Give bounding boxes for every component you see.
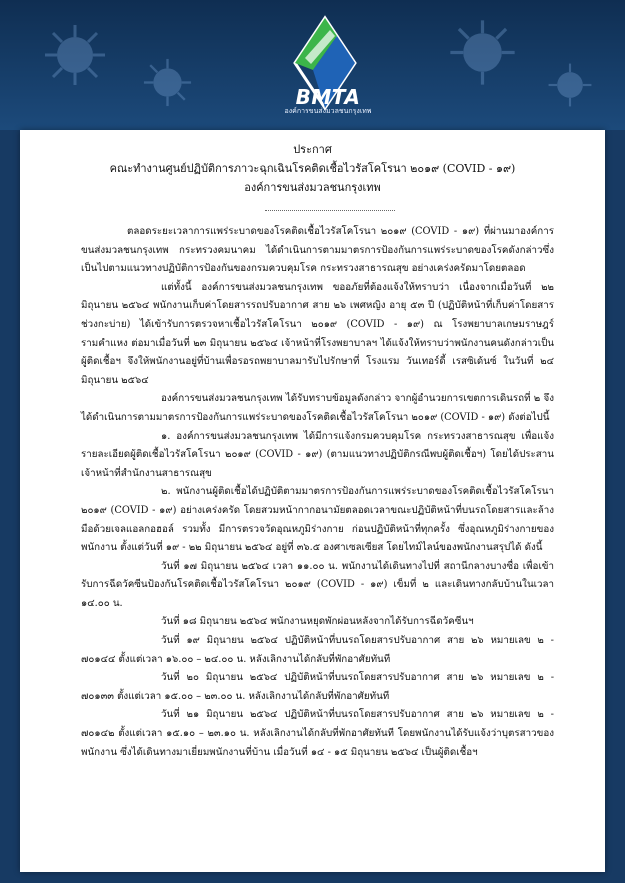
divider — [265, 210, 395, 211]
paragraph: ๒. พนักงานผู้ติดเชื้อได้ปฏิบัติตามมาตรการป้องกันการแพร่ระบาดของโรคติดเชื้อไวรัสโคโรนา ๒๐๑๙ (COVID - ๑๙) อย่างเคร่งครัด โดยสวมหน้ากากอนามัยตลอดเวลาขณะปฏิบัติหน้าที่บนรถโดยสารและล้างมือด้วยเจลแอลกอฮอล์ รวมทั้ง มีการตรวจวัดอุณหภูมิร่างกาย ก่อนปฏิบัติหน้าที่ทุกครั้ง ซึ่งอุณหภูมิร่างกายของพนักงาน ตั้งแต่วันที่ ๑๙ - ๒๒ มิถุนายน ๒๕๖๔ อยู่ที่ ๓๖.๕ องศาเซลเซียส โดยไทม์ไลน์ของพนักงานสรุปได้ ดังนี้ — [81, 486, 554, 554]
virus-decoration-icon — [445, 15, 520, 90]
timeline-item: วันที่ ๒๐ มิถุนายน ๒๕๖๔ ปฏิบัติหน้าที่บนรถโดยสารปรับอากาศ สาย ๒๖ หมายเลข ๒ - ๗๐๑๓๓ ตั้งแต่เวลา ๑๕.๐๐ – ๒๓.๐๐ น. หลังเลิกงานได้กลับที่พักอาศัยทันที — [81, 672, 554, 702]
timeline-item: วันที่ ๒๑ มิถุนายน ๒๕๖๔ ปฏิบัติหน้าที่บนรถโดยสารปรับอากาศ สาย ๒๖ หมายเลข ๒ - ๗๐๑๔๒ ตั้งแต่เวลา ๑๕.๑๐ – ๒๓.๑๐ น. หลังเลิกงานได้กลับที่พักอาศัยทันที โดยพนักงานได้รับแจ้งว่าบุตรสาวของพนักงาน ซึ่งได้เดินทางมาเยี่ยมพนักงานที่บ้าน เมื่อวันที่ ๑๔ - ๑๕ มิถุนายน ๒๕๖๔ เป็นผู้ติดเชื้อฯ — [81, 709, 554, 758]
paragraph: ๑. องค์การขนส่งมวลชนกรุงเทพ ได้มีการแจ้งกรมควบคุมโรค กระทรวงสาธารณสุข เพื่อแจ้งรายละเอียดผู้ติดเชื้อไวรัสโคโรนา ๒๐๑๙ (COVID - ๑๙) (ตามแนวทางปฏิบัติกรณีพบผู้ติดเชื้อฯ) โดยได้ประสานเจ้าหน้าที่สำนักงานสาธารณสุข — [81, 430, 554, 479]
timeline-item: วันที่ ๑๘ มิถุนายน ๒๕๖๔ พนักงานหยุดพักผ่อนหลังจากได้รับการฉีดวัคซีนฯ — [161, 616, 474, 628]
timeline-item: วันที่ ๑๙ มิถุนายน ๒๕๖๔ ปฏิบัติหน้าที่บนรถโดยสารปรับอากาศ สาย ๒๖ หมายเลข ๒ - ๗๐๑๔๔ ตั้งแต่เวลา ๑๖.๐๐ – ๒๔.๐๐ น. หลังเลิกงานได้กลับที่พักอาศัยทันที — [81, 635, 554, 665]
announcement-header — [20, 140, 605, 197]
virus-decoration-icon — [40, 20, 110, 90]
announcement-organization: องค์การขนส่งมวลชนกรุงเทพ — [244, 181, 381, 194]
brand-subtitle: องค์การขนส่งมวลชนกรุงเทพ — [284, 107, 372, 115]
announcement-document — [20, 130, 605, 872]
virus-decoration-icon — [140, 55, 195, 110]
announcement-heading: ประกาศ — [293, 143, 332, 156]
paragraph: ตลอดระยะเวลาการแพร่ระบาดของโรคติดเชื้อไวรัสโคโรนา ๒๐๑๙ (COVID - ๑๙) ที่ผ่านมาองค์การขนส่งมวลชนกรุงเทพ กระทรวงคมนาคม ได้ดำเนินการตามมาตรการป้องกันการแพร่ระบาดของโรคดังกล่าวซึ่งเป็นไปตามแนวทางปฏิบัติการป้องกันของกรมควบคุมโรค กระทรวงสาธารณสุข อย่างเคร่งครัดมาโดยตลอด — [81, 226, 554, 275]
brand-name: BMTA — [295, 85, 361, 109]
announcement-body — [81, 223, 554, 762]
paragraph: แต่ทั้งนี้ องค์การขนส่งมวลชนกรุงเทพ ขออภัยที่ต้องแจ้งให้ทราบว่า เนื่องจากเมื่อวันที่ ๒๒ มิถุนายน ๒๕๖๔ พนักงานเก็บค่าโดยสารรถปรับอากาศ สาย ๒๖ เพศหญิง อายุ ๕๓ ปี (ปฏิบัติหน้าที่เก็บค่าโดยสารช่วงกะบ่าย) ได้เข้ารับการตรวจหาเชื้อไวรัสโคโรนา ๒๐๑๙ (COVID - ๑๙) ณ โรงพยาบาลเกษมราษฎร์ รามคำแหง ต่อมาเมื่อวันที่ ๒๓ มิถุนายน ๒๕๖๔ เจ้าหน้าที่โรงพยาบาลฯ ได้แจ้งให้ทราบว่าพนักงานคนดังกล่าวเป็นผู้ติดเชื้อฯ จึงให้พนักงานอยู่ที่บ้านเพื่อรอรถพยาบาลมารับไปรักษาที่ โรงแรม วันเทอร์ดี้ เรสซิเด้นซ์ ในวันที่ ๒๔ มิถุนายน ๒๕๖๔ — [81, 281, 554, 386]
paragraph: องค์การขนส่งมวลชนกรุงเทพ ได้รับทราบข้อมูลดังกล่าว จากผู้อำนวยการเขตการเดินรถที่ ๒ จึงได้ดำเนินการตามมาตรการป้องกันการแพร่ระบาดของโรคติดเชื้อไวรัสโคโรนา ๒๐๑๙ (COVID - ๑๙) ดังต่อไปนี้ — [81, 393, 554, 423]
virus-decoration-icon — [545, 60, 595, 110]
announcement-subheading: คณะทำงานศูนย์ปฏิบัติการภาวะฉุกเฉินโรคติดเชื้อไวรัสโคโรนา ๒๐๑๙ (COVID - ๑๙) — [109, 162, 516, 175]
timeline-item: วันที่ ๑๗ มิถุนายน ๒๕๖๔ เวลา ๑๑.๐๐ น. พนักงานได้เดินทางไปที่ สถานีกลางบางซื่อ เพื่อเข้ารับการฉีดวัคซีนป้องกันโรคติดเชื้อไวรัสโคโรนา ๒๐๑๙ (COVID - ๑๙) เข็มที่ ๒ และเดินทางกลับบ้านในเวลา ๑๔.๐๐ น. — [81, 560, 554, 609]
